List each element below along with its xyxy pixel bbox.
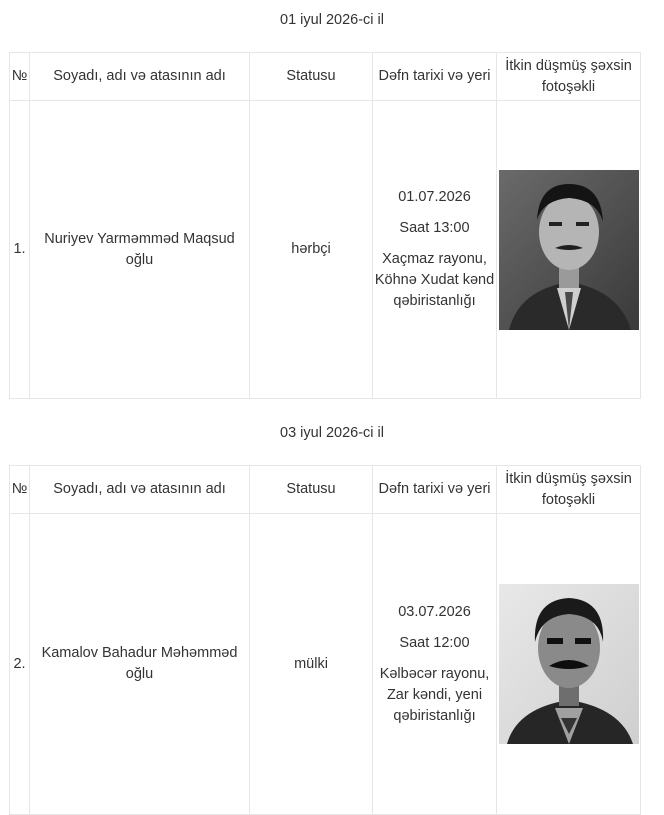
row-status: mülki xyxy=(250,514,373,815)
table-row xyxy=(10,101,641,399)
header-number: № xyxy=(10,53,30,101)
header-photo: İtkin düşmüş şəxsin fotoşəkli xyxy=(497,53,641,101)
portrait-photo xyxy=(499,584,639,744)
row-number: 1. xyxy=(10,101,30,399)
header-name: Soyadı, adı və atasının adı xyxy=(30,53,250,101)
burial-table xyxy=(9,465,641,815)
row-burial xyxy=(373,514,497,815)
table-header-row xyxy=(10,466,641,514)
header-name: Soyadı, adı və atasının adı xyxy=(30,466,250,514)
header-number: № xyxy=(10,466,30,514)
burial-table xyxy=(9,52,641,399)
header-photo: İtkin düşmüş şəxsin fotoşəkli xyxy=(497,466,641,514)
burial-date: 03.07.2026 xyxy=(398,603,471,620)
header-status: Statusu xyxy=(250,466,373,514)
row-burial xyxy=(373,101,497,399)
row-name: Kamalov Bahadur Məhəmməd oğlu xyxy=(30,514,250,815)
header-status: Statusu xyxy=(250,53,373,101)
row-photo xyxy=(497,101,641,399)
table-header-row xyxy=(10,53,641,101)
burial-place: Kəlbəcər rayonu, Zar kəndi, yeni qəbiristanlığı xyxy=(379,665,490,724)
row-number: 2. xyxy=(10,514,30,815)
section-date: 03 iyul 2026-ci il xyxy=(280,425,384,441)
table-row xyxy=(10,514,641,815)
burial-place: Xaçmaz rayonu, Köhnə Xudat kənd qəbiristanlığı xyxy=(374,251,495,309)
burial-time: Saat 13:00 xyxy=(399,220,470,236)
row-name: Nuriyev Yarməmməd Maqsud oğlu xyxy=(30,101,250,399)
row-status: hərbçi xyxy=(250,101,373,399)
section-date: 01 iyul 2026-ci il xyxy=(280,12,384,28)
portrait-photo xyxy=(499,170,639,330)
header-burial: Dəfn tarixi və yeri xyxy=(373,466,497,514)
burial-time: Saat 12:00 xyxy=(399,634,470,651)
row-photo xyxy=(497,514,641,815)
header-burial: Dəfn tarixi və yeri xyxy=(373,53,497,101)
burial-date: 01.07.2026 xyxy=(398,189,471,205)
